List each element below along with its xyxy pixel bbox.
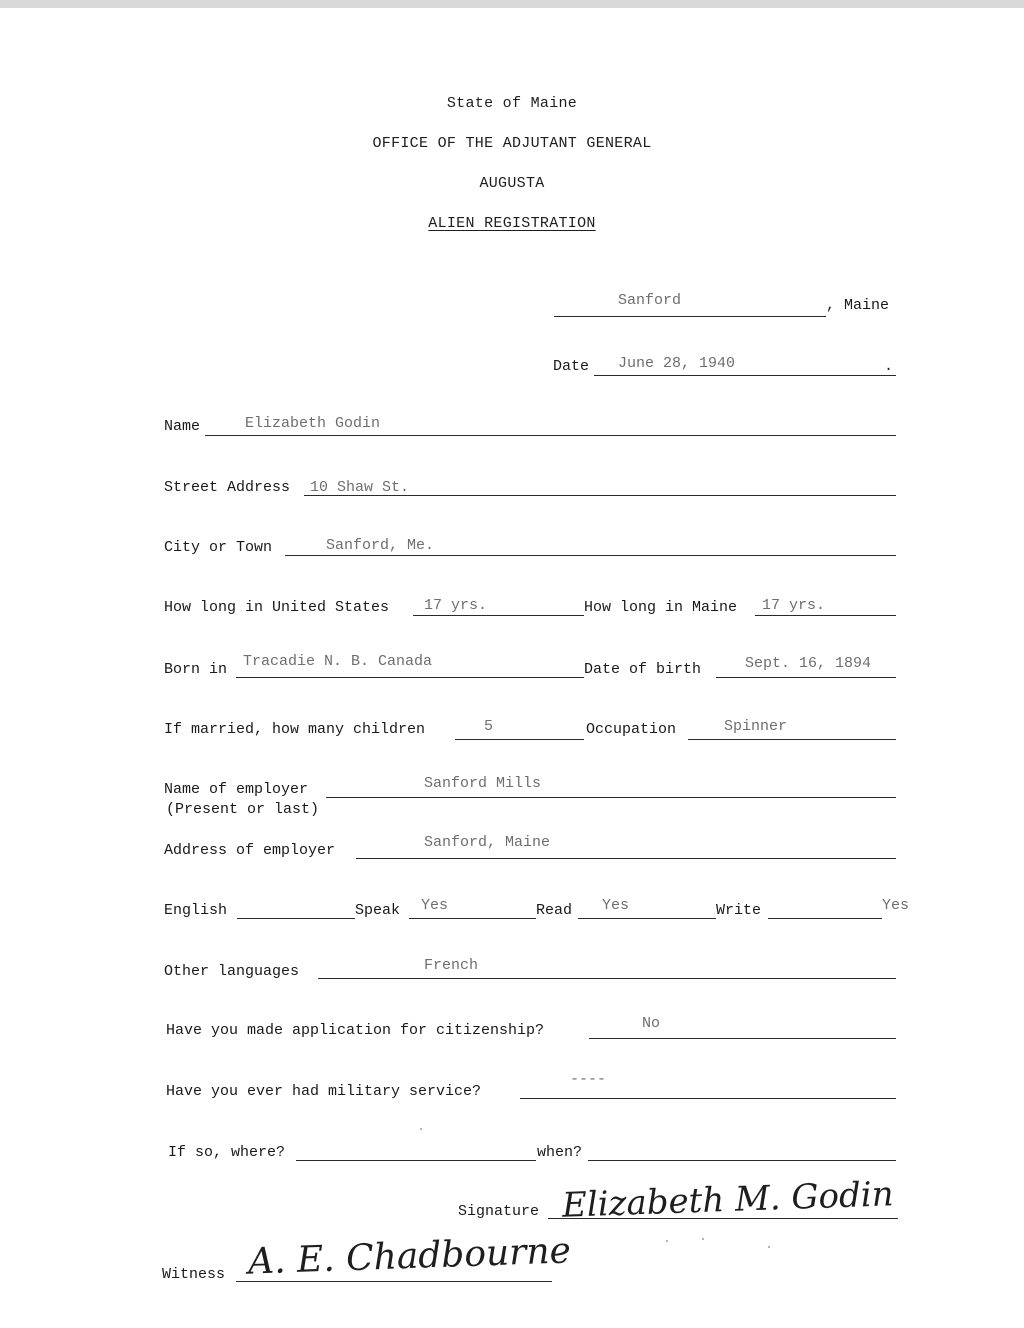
date-of-birth-line <box>716 677 896 678</box>
occupation-line <box>688 739 896 740</box>
place-value: Sanford <box>618 292 682 309</box>
street-address-line <box>304 495 896 496</box>
occupation-value: Spinner <box>724 718 788 735</box>
header-city: AUGUSTA <box>479 175 545 192</box>
children-value: 5 <box>484 718 494 735</box>
employer-value: Sanford Mills <box>424 775 542 792</box>
date-line <box>594 375 896 376</box>
children-line <box>455 739 584 740</box>
read-line <box>578 918 716 919</box>
where-label: If so, where? <box>168 1144 286 1161</box>
date-of-birth-label: Date of birth <box>584 661 702 678</box>
how-long-us-label: How long in United States <box>164 599 390 616</box>
street-address-value: 10 Shaw St. <box>310 479 410 496</box>
city-town-label: City or Town <box>164 539 273 556</box>
date-suffix: . <box>884 358 894 375</box>
place-suffix: , Maine <box>826 297 890 314</box>
name-value: Elizabeth Godin <box>245 415 381 432</box>
city-town-line <box>285 555 896 556</box>
employer-address-value: Sanford, Maine <box>424 834 551 851</box>
citizenship-line <box>589 1038 896 1039</box>
military-line <box>520 1098 896 1099</box>
read-value: Yes <box>602 897 630 914</box>
read-label: Read <box>536 902 573 919</box>
employer-label: Name of employer <box>164 781 309 798</box>
signature-handwriting: Elizabeth M. Godin <box>561 1174 895 1226</box>
english-line <box>237 918 355 919</box>
born-in-label: Born in <box>164 661 228 678</box>
when-label: when? <box>537 1144 583 1161</box>
scan-speck <box>420 1128 422 1130</box>
name-label: Name <box>164 418 201 435</box>
name-line <box>205 435 896 436</box>
header-office: OFFICE OF THE ADJUTANT GENERAL <box>372 135 652 152</box>
english-label: English <box>164 902 228 919</box>
how-long-maine-label: How long in Maine <box>584 599 738 616</box>
date-label: Date <box>553 358 590 375</box>
where-line <box>296 1160 536 1161</box>
date-value: June 28, 1940 <box>618 355 736 372</box>
how-long-us-value: 17 yrs. <box>424 597 488 614</box>
employer-line <box>326 797 896 798</box>
scan-speck <box>666 1240 668 1242</box>
header-state: State of Maine <box>446 95 578 112</box>
city-town-value: Sanford, Me. <box>326 537 435 554</box>
scan-speck <box>768 1246 770 1248</box>
form-title: ALIEN REGISTRATION <box>428 215 596 232</box>
military-label: Have you ever had military service? <box>166 1083 482 1100</box>
how-long-us-line <box>413 615 584 616</box>
witness-handwriting: A. E. Chadbourne <box>247 1230 572 1283</box>
employer-address-line <box>356 858 896 859</box>
speak-label: Speak <box>355 902 401 919</box>
speak-line <box>409 918 536 919</box>
other-languages-label: Other languages <box>164 963 300 980</box>
when-line <box>588 1160 896 1161</box>
witness-label: Witness <box>162 1266 226 1283</box>
write-label: Write <box>716 902 762 919</box>
how-long-maine-value: 17 yrs. <box>762 597 826 614</box>
how-long-maine-line <box>755 615 896 616</box>
signature-label: Signature <box>458 1203 540 1220</box>
write-value: Yes <box>882 897 910 914</box>
speak-value: Yes <box>421 897 449 914</box>
military-value: ---- <box>570 1071 607 1088</box>
place-line <box>554 316 826 317</box>
employer-sublabel: (Present or last) <box>166 801 320 818</box>
write-line <box>768 918 882 919</box>
other-languages-value: French <box>424 957 479 974</box>
scan-edge <box>0 0 1024 8</box>
other-languages-line <box>318 978 896 979</box>
born-in-line <box>236 677 584 678</box>
employer-address-label: Address of employer <box>164 842 336 859</box>
occupation-label: Occupation <box>586 721 677 738</box>
citizenship-label: Have you made application for citizenship? <box>166 1022 545 1039</box>
street-address-label: Street Address <box>164 479 291 496</box>
scan-speck <box>702 1238 704 1240</box>
children-label: If married, how many children <box>164 721 426 738</box>
born-in-value: Tracadie N. B. Canada <box>243 653 433 670</box>
date-of-birth-value: Sept. 16, 1894 <box>745 655 872 672</box>
citizenship-value: No <box>642 1015 661 1032</box>
